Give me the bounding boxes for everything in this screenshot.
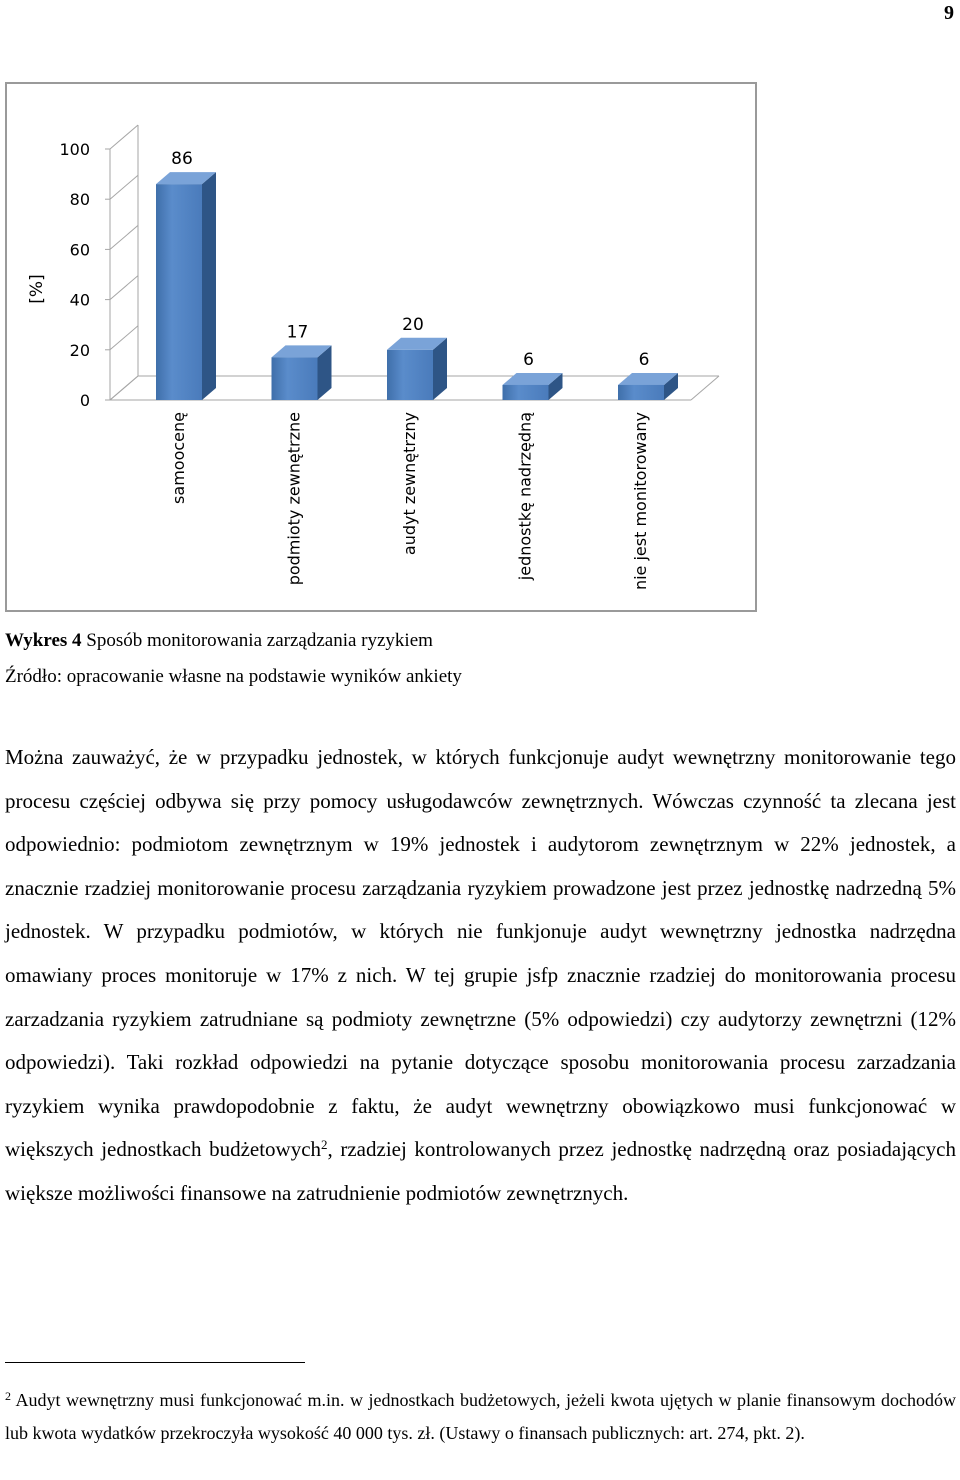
y-tick-label: 0 [79,391,90,410]
chart-labels [27,140,650,590]
category-label: nie jest monitorowany [631,412,650,591]
wall-gridline [110,326,138,350]
data-label: 17 [286,322,309,343]
bar [503,373,563,400]
footnote-number: 2 [5,1389,11,1403]
wall-gridline [110,376,138,400]
page-number: 9 [944,2,954,24]
wall-gridline [110,175,138,199]
bar-front [272,357,318,400]
bar-chart [7,84,757,612]
caption-source: Źródło: opracowanie własne na podstawie wyników ankiety [5,666,462,687]
y-tick-label: 80 [69,190,90,210]
bar-front [387,350,433,400]
footnote [5,1384,956,1450]
data-label: 86 [171,149,193,170]
floor-depth-right [691,376,719,400]
caption-title-line [5,628,462,654]
body-text-main: Można zauważyć, że w przypadku jednostek, w których funkcjonuje audyt wewnętrzny monitorowanie tego procesu częściej odbywa się przy pomocy usługodawców zewnętrznych. Wówczas czynność ta zlecana jest odpowiednio: podmiotom zewnętrznym w 19% jednostek i audytorom zewnętrznym w 22% jednostek, a znacznie rzadziej monitorowanie procesu zarządzania ryzykiem prowadzone jest przez jednostkę nadrzedną 5% jednostek. W przypadku podmiotów, w których nie funkjonuje audyt wewnętrzny jednostka nadrzędna omawiany proces monitoruje w 17% z nich. W tej grupie jsfp znacznie rzadziej do monitorowania procesu zarzadzania ryzykiem zatrudniane są podmioty zewnętrzne (5% odpowiedzi) czy audytorzy zewnętrzni (12% odpowiedzi). Taki rozkład odpowiedzi na pytanie dotyczące sposobu monitorowania procesu zarzadzania ryzykiem wynika prawdopodobnie z faktu, że audyt wewnętrzny obowiązkowo musi funkcjonować w większych jednostkach budżetowych [5,745,956,1162]
caption-title: Sposób monitorowania zarządzania ryzykiem [81,630,433,651]
category-label: jednostkę nadrzędną [515,412,535,581]
data-label: 20 [402,314,424,335]
footnote-text: Audyt wewnętrzny musi funkcjonować m.in. w jednostkach budżetowych, jeżeli kwota ujętych w planie finansowym dochodów lub kwota wydatków przekroczyła wysokość 40 000 tys. zł. (Ustawy o finansach publicznych: art. 274, pkt. 2). [5,1390,956,1443]
y-tick-label: 40 [69,290,90,310]
footnote-ref[interactable]: 2 [321,1137,328,1153]
y-axis-label: [%] [27,274,47,304]
caption-label: Wykres 4 [5,630,82,651]
bar-front [618,385,664,400]
category-label: audyt zewnętrzny [400,412,419,556]
body-paragraph [5,736,956,1216]
bar [618,373,678,400]
wall-gridline [110,125,138,149]
chart-bars [156,172,678,400]
bar [156,172,216,400]
bar-front [156,184,202,400]
footnote-separator [5,1362,305,1363]
bar [387,338,447,400]
wall-gridline [110,276,138,300]
y-tick-label: 60 [69,240,90,260]
body-text-end: , rzadziej kontrolowanych przez jednostkę nadrzędną oraz posiadających większe możliwości finansowe na zatrudnienie podmiotów zewnętrznych. [5,1137,956,1205]
data-label: 6 [523,349,534,370]
data-label: 6 [638,349,650,370]
figure-caption [5,628,462,700]
category-label: samoocenę [169,412,188,504]
y-tick-label: 100 [59,140,90,159]
bar-front [503,385,549,400]
y-tick-label: 20 [69,340,90,360]
category-label: podmioty zewnętrzne [284,412,304,586]
bar [272,345,332,400]
wall-gridline [110,225,138,249]
chart-frame [5,82,757,612]
bar-side [202,172,216,400]
